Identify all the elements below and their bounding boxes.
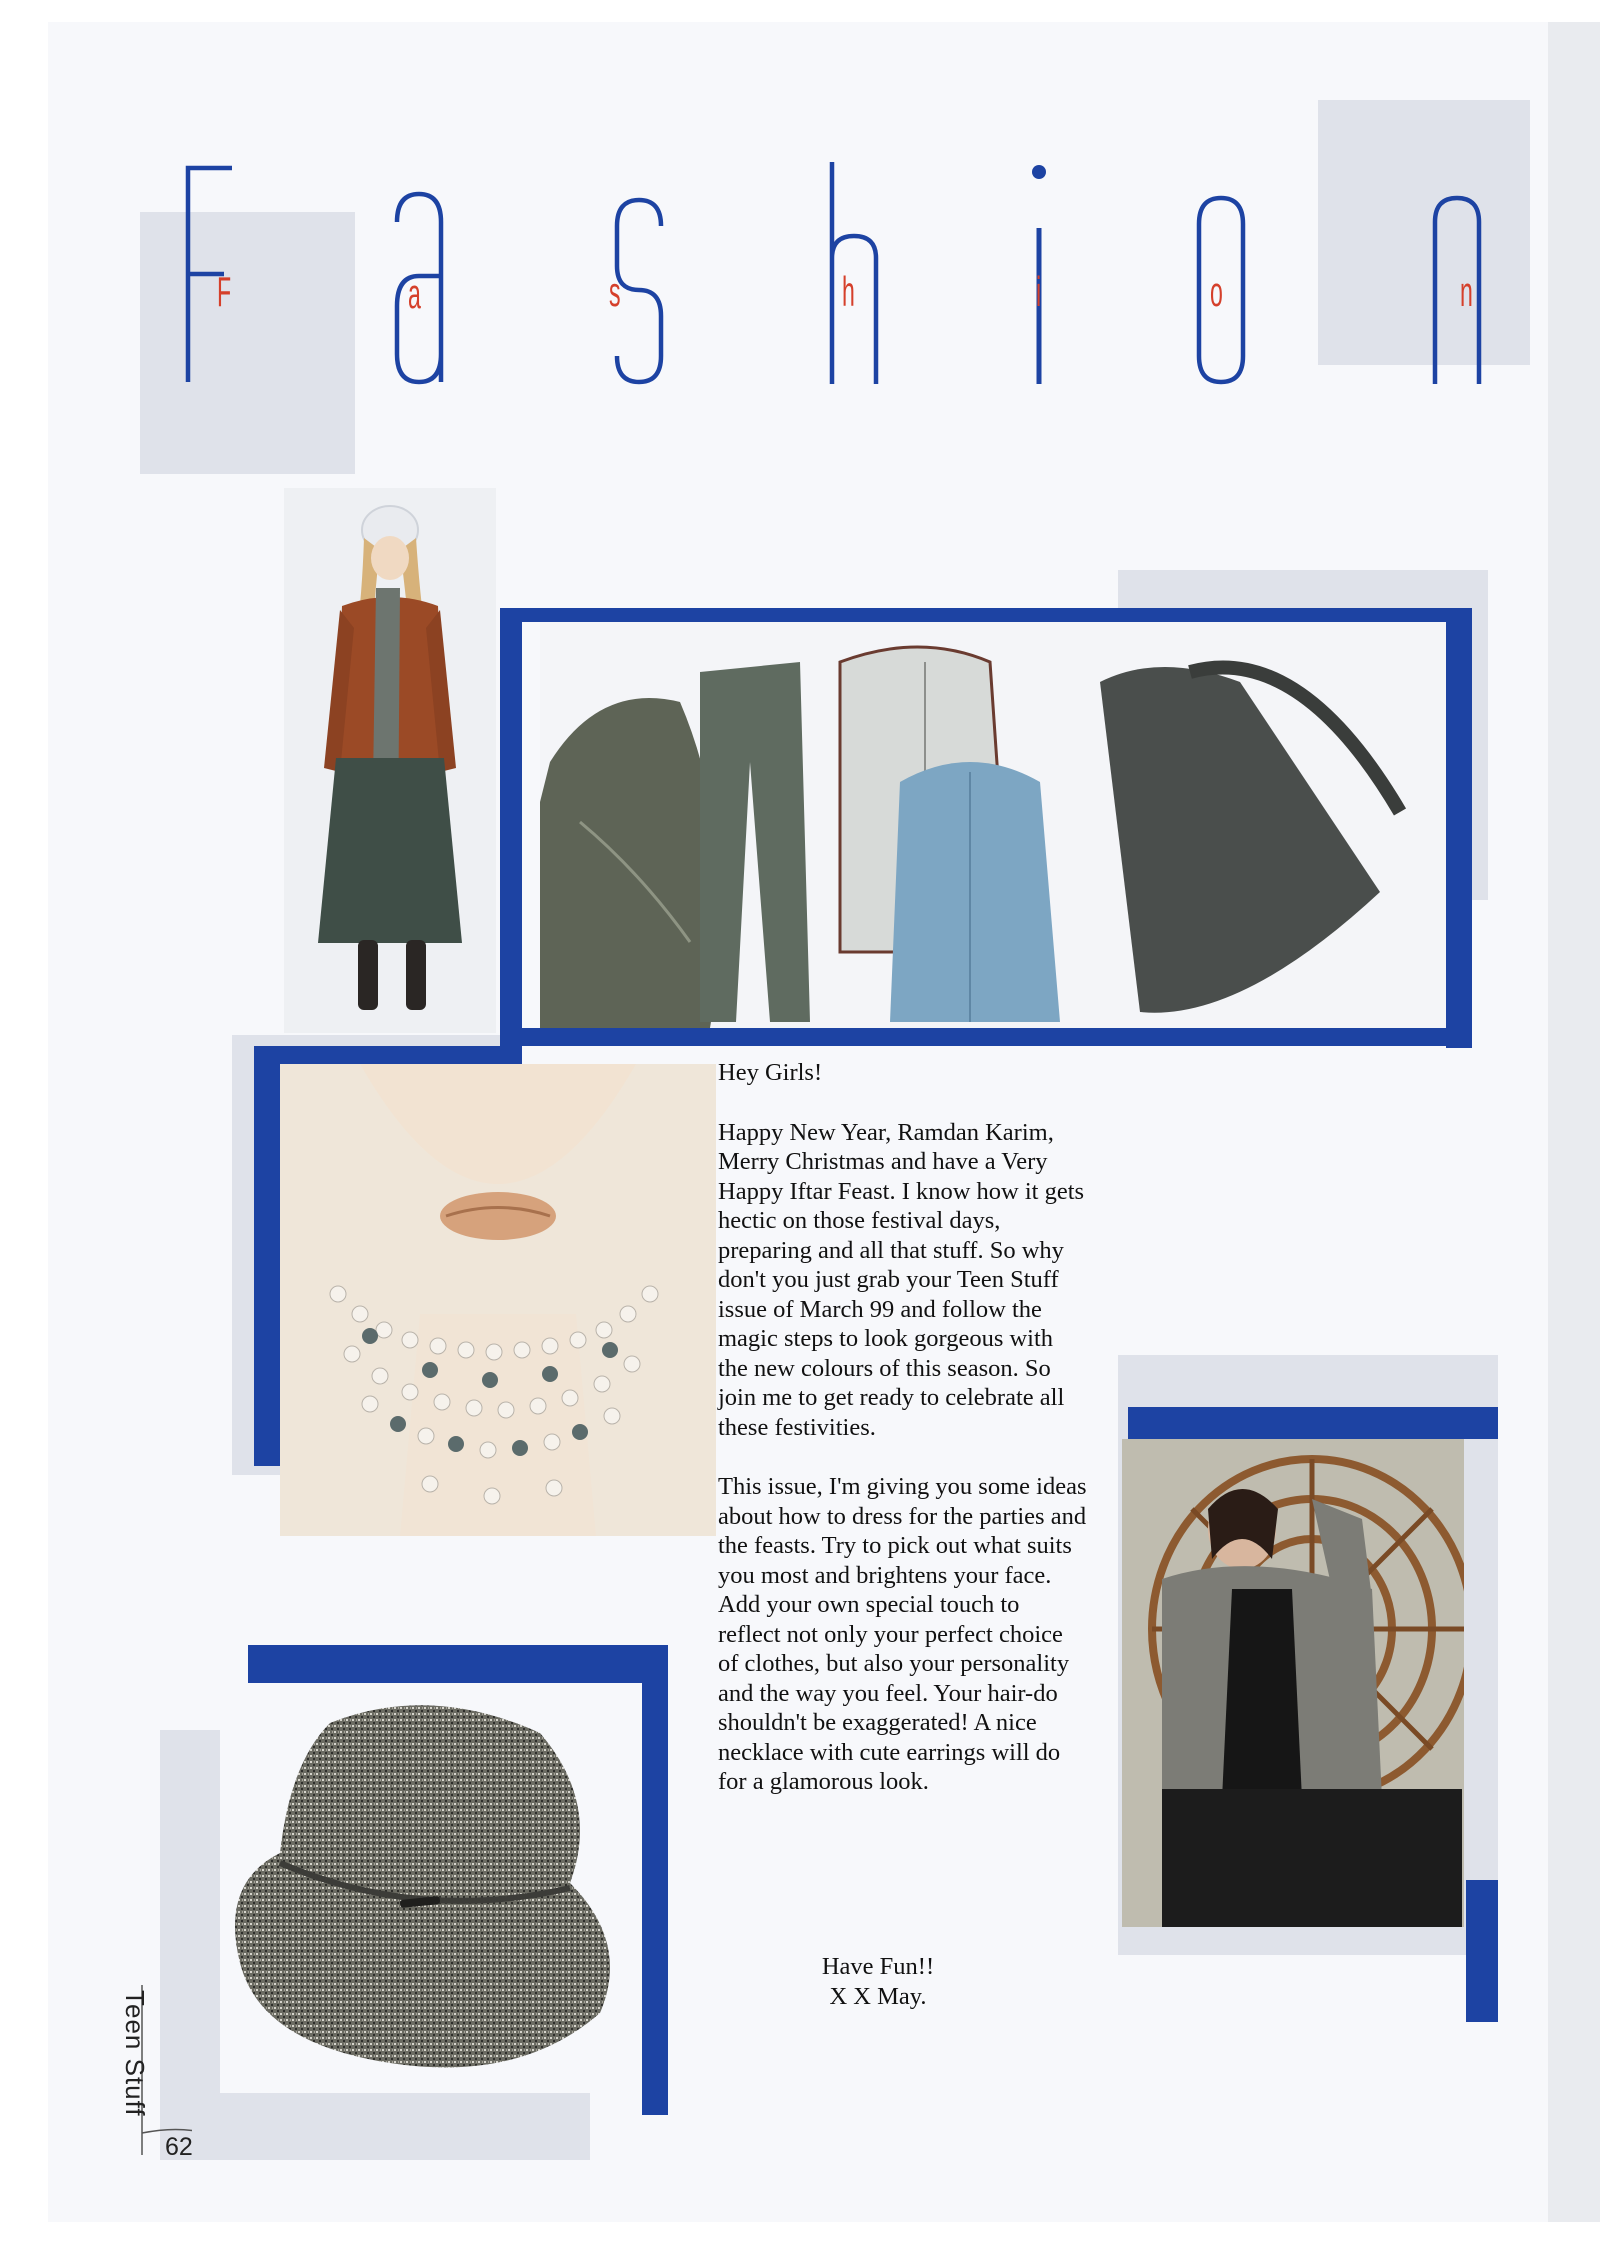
blue-frame-outfit-right bbox=[1446, 608, 1472, 1048]
blue-frame-outfit-bottom bbox=[500, 1028, 1472, 1046]
title-inner-letter-n: n bbox=[1460, 268, 1473, 315]
title-inner-letter-h: h bbox=[842, 268, 855, 315]
title-inner-letter-i: i bbox=[1036, 268, 1042, 315]
title-inner-letter-o: o bbox=[1210, 268, 1223, 315]
blue-frame-jacket-top bbox=[1128, 1407, 1498, 1439]
title-inner-letter-f: F bbox=[217, 268, 232, 315]
signoff-line-1: Have Fun!! bbox=[821, 1953, 935, 1980]
photo-tweed-hat bbox=[220, 1683, 642, 2093]
page-edge-shadow bbox=[1548, 22, 1600, 2222]
blue-frame-outfit-top bbox=[500, 608, 1470, 622]
article-greeting: Hey Girls! bbox=[718, 1059, 823, 1086]
footer-brand: Teen Stuff bbox=[120, 1990, 150, 2117]
grey-panel-title-left bbox=[140, 212, 355, 474]
blue-frame-necklace-top bbox=[254, 1046, 522, 1064]
signoff-line-2: X X May. bbox=[829, 1982, 927, 2010]
article-signoff bbox=[718, 1952, 1038, 2011]
article-body bbox=[718, 1058, 1088, 1827]
blue-frame-necklace-left bbox=[254, 1046, 280, 1466]
article-paragraph-2: This issue, I'm giving you some ideas about how to dress for the parties and the feasts. Try to pick out what suits you most and brightens your face. Add your own special touch to reflect not only your perfect choice of clothes, but also your personality and the way you feel. Your hair-do shouldn't be exaggerated! A nice necklace with cute earrings will do for a glamorous look. bbox=[718, 1473, 1087, 1795]
photo-model-wicker-chair bbox=[1122, 1439, 1464, 1927]
title-inner-letter-s: s bbox=[609, 268, 621, 315]
blue-frame-jacket-bottom-right bbox=[1466, 1880, 1498, 2022]
photo-pearl-necklace bbox=[280, 1064, 716, 1536]
photo-clothes-flatlay bbox=[540, 622, 1446, 1028]
grey-panel-title-right bbox=[1318, 100, 1530, 365]
page-number: 62 bbox=[165, 2133, 193, 2161]
blue-frame-outfit-left bbox=[500, 608, 522, 1028]
title-letter-n bbox=[1430, 194, 1484, 386]
blue-frame-hat-top bbox=[248, 1645, 666, 1683]
article-paragraph-1: Happy New Year, Ramdan Karim, Merry Christmas and have a Very Happy Iftar Feast. I know how it gets hectic on those festival days, preparing and all that stuff. So why don't you just grab your Teen Stuff issue of March 99 and follow the magic steps to look gorgeous with the new colours of this season. So join me to get ready to celebrate all these festivities. bbox=[718, 1118, 1085, 1441]
title-inner-letter-a: a bbox=[408, 270, 421, 317]
photo-model-scarf-skirt bbox=[284, 488, 496, 1033]
blue-frame-hat-right bbox=[642, 1645, 668, 2115]
